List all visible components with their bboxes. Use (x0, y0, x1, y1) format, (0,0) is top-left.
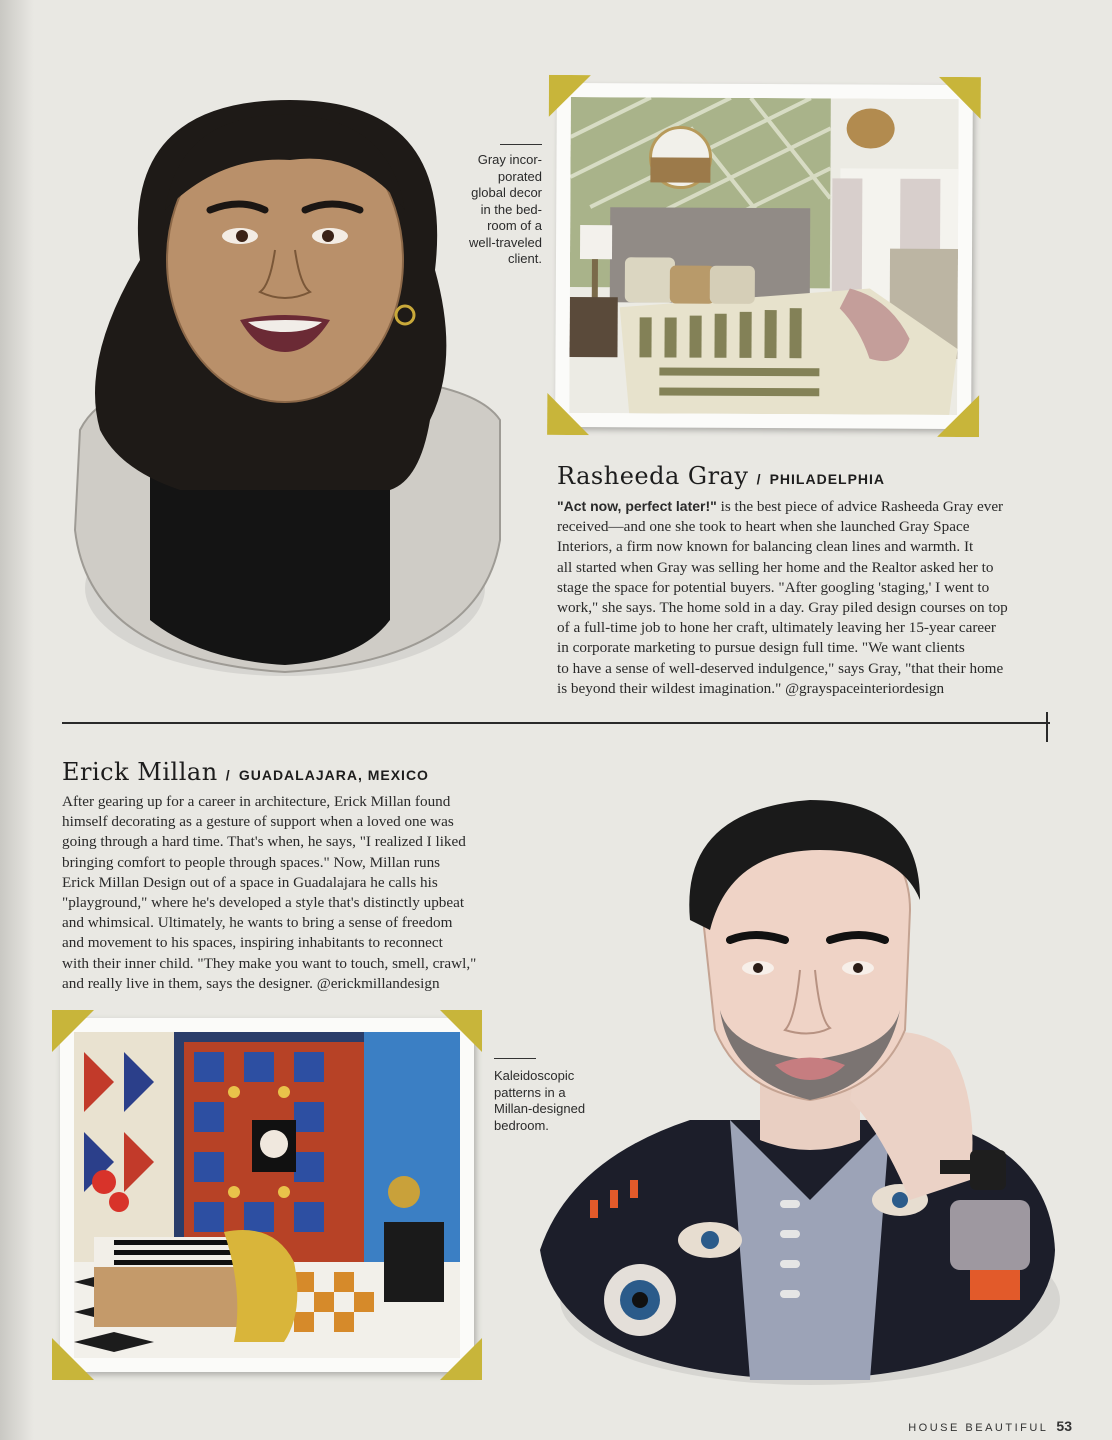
caption-line: client. (508, 251, 542, 266)
body-line: Interiors, a firm now known for balancing clean lines and warmth. It (557, 538, 974, 556)
millan-body-text (62, 792, 542, 994)
caption-line: Kaleidoscopic (494, 1068, 575, 1083)
section-divider (62, 722, 1050, 724)
body-line: and movement to his spaces, inspiring inhabitants to reconnect (62, 934, 443, 952)
caption-line: in the bed- (480, 201, 542, 217)
bold-quote: "Act now, perfect later!" (557, 498, 717, 514)
body-line: with their inner child. "They make you want to touch, smell, crawl," (62, 954, 477, 972)
designer-name: Rasheeda Gray (557, 462, 749, 490)
page-footer (908, 1418, 1072, 1434)
caption-line: bedroom. (494, 1117, 549, 1133)
photo-corner-bottom-left (52, 1338, 94, 1380)
body-line: himself decorating as a gesture of support when a loved one was (62, 813, 454, 831)
body-line: After gearing up for a career in architecture, Erick Millan found (62, 793, 451, 810)
body-line: all started when Gray was selling her home and the Realtor asked her to (557, 558, 994, 576)
photo-corner-bottom-right (937, 395, 979, 437)
caption-line: patterns in a (494, 1084, 566, 1100)
name-separator: / (225, 767, 231, 783)
gray-name-heading (557, 462, 885, 490)
body-line: Erick Millan Design out of a space in Guadalajara he calls his (62, 873, 438, 891)
photo-corner-top-left (549, 75, 591, 117)
body-line: in corporate marketing to pursue design full time. "We want clients (557, 639, 965, 657)
name-separator: / (756, 471, 762, 487)
photo-corner-bottom-left (547, 393, 589, 435)
erick-millan-portrait (530, 780, 1070, 1390)
body-line: going through a hard time. That's when, he says, "I realized I liked (62, 833, 466, 851)
body-line: received—and one she took to heart when she launched Gray Space (557, 518, 970, 536)
body-line: and really live in them, says the designer. @erickmillandesign (62, 974, 440, 992)
caption-line: well-traveled (469, 234, 542, 250)
body-line: "Act now, perfect later!" is the best piece of advice Rasheeda Gray ever (557, 498, 1004, 515)
photo-corner-top-right (440, 1010, 482, 1052)
caption-line: room of a (487, 218, 542, 233)
body-line: to have a sense of well-deserved indulgence," says Gray, "that their home (557, 659, 1004, 677)
photo-corner-bottom-right (440, 1338, 482, 1380)
body-line: bringing comfort to people through spaces." Now, Millan runs (62, 853, 441, 871)
gray-caption-rule (500, 144, 542, 145)
body-line: and whimsical. Ultimately, he wants to bring a sense of freedom (62, 914, 453, 932)
body-line: of a full-time job to hone her craft, ultimately leaving her 15-year career (557, 619, 996, 637)
millan-bedroom-photo (60, 1018, 474, 1372)
body-line: "playground," where he's developed a style that's distinctly upbeat (62, 894, 465, 912)
designer-name: Erick Millan (62, 758, 218, 786)
caption-line: Gray incor- (477, 152, 542, 167)
magazine-name: HOUSE BEAUTIFUL (908, 1422, 1049, 1434)
gray-bedroom-photo (555, 83, 973, 429)
body-line: stage the space for potential buyers. "After googling 'staging,' I went to (557, 578, 990, 596)
bedroom-image (74, 1032, 460, 1358)
divider-tick-right (1046, 712, 1048, 742)
caption-line: porated (497, 168, 542, 184)
body-line: work," she says. The home sold in a day. Gray piled design courses on top (557, 599, 1008, 617)
designer-city: GUADALAJARA, MEXICO (238, 767, 429, 783)
body-line: is beyond their wildest imagination." @grayspaceinteriordesign (557, 679, 945, 697)
gray-body-text (557, 496, 1057, 699)
photo-corner-top-right (939, 77, 981, 119)
caption-line: global decor (471, 185, 542, 200)
bedroom-image (569, 97, 959, 415)
page-number: 53 (1056, 1418, 1072, 1434)
gray-photo-caption (430, 152, 542, 268)
page-gutter-shadow (0, 0, 34, 1440)
millan-name-heading (62, 758, 429, 786)
caption-line: Millan-designed (494, 1101, 586, 1116)
photo-corner-top-left (52, 1010, 94, 1052)
designer-city: PHILADELPHIA (769, 471, 886, 487)
